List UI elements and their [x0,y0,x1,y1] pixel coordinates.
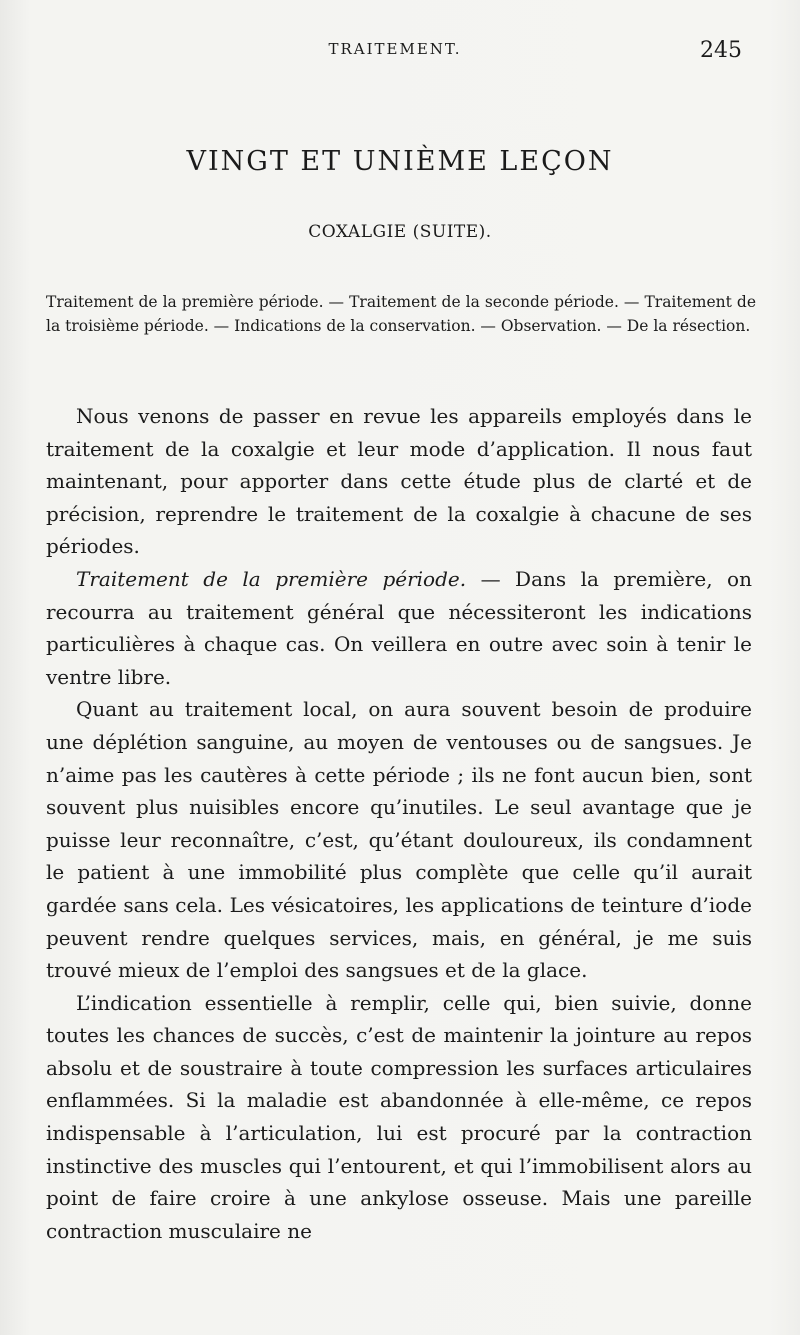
paragraph-text: — Dans la première, on recourra au traitement général que nécessiteront les indications particulières à chaque cas. On veillera en outre avec soin à tenir le ventre libre. [46,566,752,689]
paragraph-heading: Traitement de la première période. [76,566,467,591]
running-head [48,38,742,68]
running-title: TRAITEMENT. [328,40,462,58]
lecture-subtitle: COXALGIE (SUITE). [308,222,492,242]
paragraph-text: Nous venons de passer en revue les appareils employés dans le traitement de la coxalgie et leur mode d’application. Il nous faut maintenant, pour apporter dans cette étude plus de clarté et de précision, reprendre le traitement de la coxalgie à chacune de ses périodes. [46,404,752,559]
paragraph [46,987,752,1248]
paragraph [46,400,752,563]
lecture-title: VINGT ET UNIÈME LEÇON [186,146,614,177]
chapter-summary: Traitement de la première période. — Traitement de la seconde période. — Traitement de la troisième période. — Indications de la conservation. — Observation. — De la résection. [46,293,756,335]
paragraph [46,693,752,986]
paragraph-text: Quant au traitement local, on aura souvent besoin de produire une déplétion sanguine, au moyen de ventouses ou de sangsues. Je n’aime pas les cautères à cette période ; ils ne font aucun bien, sont souvent plus nuisibles encore qu’inutiles. Le seul avantage que je puisse leur reconnaître, c’est, qu’étant douloureux, ils condamnent le patient à une immobilité plus complète que celle qu’il aurait gardée sans cela. Les vésicatoires, les applications de teinture d’iode peuvent rendre quelques services, mais, en général, je me suis trouvé mieux de l’emploi des sangsues et de la glace. [46,697,752,983]
paragraph [46,563,752,693]
body-text [46,400,752,1247]
page-number: 245 [700,38,742,63]
paragraph-text: L’indication essentielle à remplir, celle qui, bien suivie, donne toutes les chances de succès, c’est de maintenir la jointure au repos absolu et de soustraire à toute compression les surfaces articulaires enflammées. Si la maladie est abandonnée à elle-même, ce repos indispensable à l’articulation, lui est procuré par la contraction instinctive des muscles qui l’entourent, et qui l’immobilisent alors au point de faire croire à une ankylose osseuse. Mais une pareille contraction musculaire ne [46,990,752,1243]
